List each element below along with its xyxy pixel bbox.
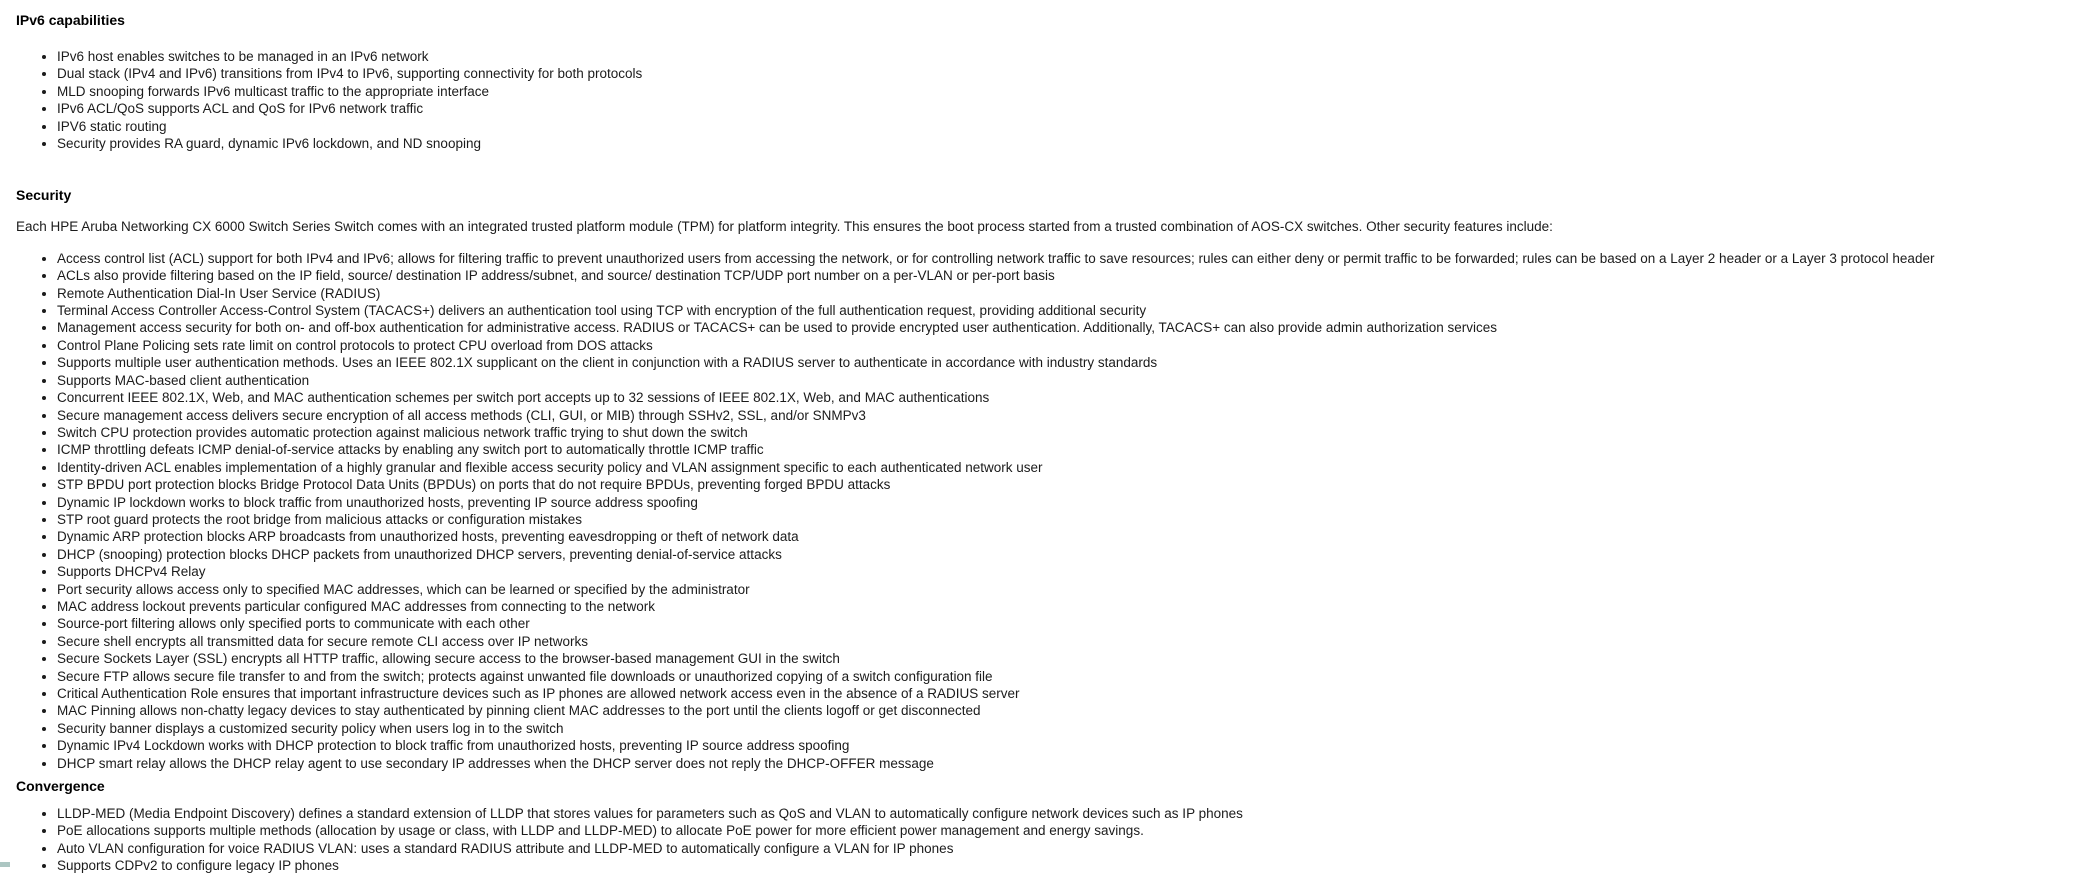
list-item: • STP root guard protects the root bridge from malicious attacks or configuration mistakes xyxy=(57,511,2076,528)
list-item: • Secure management access delivers secure encryption of all access methods (CLI, GUI, or MIB) through SSHv2, SSL, and/or SNMPv3 xyxy=(57,407,2076,424)
list-item: • MAC Pinning allows non-chatty legacy devices to stay authenticated by pinning client MAC addresses to the port until the clients logoff or get disconnected xyxy=(57,702,2076,719)
list-item: • Dual stack (IPv4 and IPv6) transitions from IPv4 to IPv6, supporting connectivity for both protocols xyxy=(57,65,2076,82)
list-item: • Supports DHCPv4 Relay xyxy=(57,563,2076,580)
corner-artifact xyxy=(0,862,10,867)
list-item: • Terminal Access Controller Access-Control System (TACACS+) delivers an authentication tool using TCP with encryption of the full authentication request, providing additional security xyxy=(57,302,2076,319)
list-item: • Security provides RA guard, dynamic IPv6 lockdown, and ND snooping xyxy=(57,135,2076,152)
section-heading: Security xyxy=(16,187,72,204)
list-item: • Control Plane Policing sets rate limit on control protocols to protect CPU overload from DOS attacks xyxy=(57,337,2076,354)
list-item: • Switch CPU protection provides automatic protection against malicious network traffic trying to shut down the switch xyxy=(57,424,2076,441)
list-item: • Critical Authentication Role ensures that important infrastructure devices such as IP phones are allowed network access even in the absence of a RADIUS server xyxy=(57,685,2076,702)
section-convergence xyxy=(16,778,2076,875)
list-item: • Concurrent IEEE 802.1X, Web, and MAC authentication schemes per switch port accepts up to 32 sessions of IEEE 802.1X, Web, and MAC authentications xyxy=(57,389,2076,406)
list-item: • Supports CDPv2 to configure legacy IP phones xyxy=(57,857,2076,874)
list-item: • Secure Sockets Layer (SSL) encrypts all HTTP traffic, allowing secure access to the browser-based management GUI in the switch xyxy=(57,650,2076,667)
list-item: • DHCP (snooping) protection blocks DHCP packets from unauthorized DHCP servers, preventing denial-of-service attacks xyxy=(57,546,2076,563)
security-intro-paragraph: Each HPE Aruba Networking CX 6000 Switch Series Switch comes with an integrated trusted platform module (TPM) for platform integrity. This ensures the boot process started from a trusted combination of AOS-CX switches. Other security features include: xyxy=(16,219,1553,235)
list-item: • STP BPDU port protection blocks Bridge Protocol Data Units (BPDUs) on ports that do not require BPDUs, preventing forged BPDU attacks xyxy=(57,476,2076,493)
list-item: • Identity-driven ACL enables implementation of a highly granular and flexible access security policy and VLAN assignment specific to each authenticated network user xyxy=(57,459,2076,476)
list-item: • ICMP throttling defeats ICMP denial-of-service attacks by enabling any switch port to automatically throttle ICMP traffic xyxy=(57,441,2076,458)
list-item: • LLDP-MED (Media Endpoint Discovery) defines a standard extension of LLDP that stores values for parameters such as QoS and VLAN to automatically configure network devices such as IP phones xyxy=(57,805,2076,822)
section-heading: IPv6 capabilities xyxy=(16,12,125,28)
list-item: • Management access security for both on- and off-box authentication for administrative access. RADIUS or TACACS+ can be used to provide encrypted user authentication. Additionally, TACACS+ can also provide admin authorization services xyxy=(57,319,2076,336)
list-item: • Dynamic IPv4 Lockdown works with DHCP protection to block traffic from unauthorized hosts, preventing IP source address spoofing xyxy=(57,737,2076,754)
list-item: • Secure shell encrypts all transmitted data for secure remote CLI access over IP networks xyxy=(57,633,2076,650)
list-item: • PoE allocations supports multiple methods (allocation by usage or class, with LLDP and LLDP-MED) to allocate PoE power for more efficient power management and energy savings. xyxy=(57,822,2076,839)
list-item: • MAC address lockout prevents particular configured MAC addresses from connecting to the network xyxy=(57,598,2076,615)
list-item: • Access control list (ACL) support for both IPv4 and IPv6; allows for filtering traffic to prevent unauthorized users from accessing the network, or for controlling network traffic to save resources; rules can either deny or permit traffic to be forwarded; rules can be based on a Layer 2 header or a Layer 3 protocol header xyxy=(57,250,2076,267)
bullet-list xyxy=(16,48,2076,152)
list-item: • Supports multiple user authentication methods. Uses an IEEE 802.1X supplicant on the client in conjunction with a RADIUS server to authenticate in accordance with industry standards xyxy=(57,354,2076,371)
list-item: • IPv6 host enables switches to be managed in an IPv6 network xyxy=(57,48,2076,65)
list-item: • IPV6 static routing xyxy=(57,118,2076,135)
list-item: • IPv6 ACL/QoS supports ACL and QoS for IPv6 network traffic xyxy=(57,100,2076,117)
section-security xyxy=(16,187,2076,772)
list-item: • Remote Authentication Dial-In User Service (RADIUS) xyxy=(57,285,2076,302)
list-item: • DHCP smart relay allows the DHCP relay agent to use secondary IP addresses when the DHCP server does not reply the DHCP-OFFER message xyxy=(57,755,2076,772)
list-item: • Security banner displays a customized security policy when users log in to the switch xyxy=(57,720,2076,737)
list-item: • Port security allows access only to specified MAC addresses, which can be learned or specified by the administrator xyxy=(57,581,2076,598)
list-item: • Dynamic ARP protection blocks ARP broadcasts from unauthorized hosts, preventing eavesdropping or theft of network data xyxy=(57,528,2076,545)
section-ipv6-capabilities xyxy=(16,12,2076,152)
bullet-list xyxy=(16,250,2076,772)
list-item: • ACLs also provide filtering based on the IP field, source/ destination IP address/subnet, and source/ destination TCP/UDP port number on a per-VLAN or per-port basis xyxy=(57,267,2076,284)
list-item: • Dynamic IP lockdown works to block traffic from unauthorized hosts, preventing IP source address spoofing xyxy=(57,494,2076,511)
list-item: • Auto VLAN configuration for voice RADIUS VLAN: uses a standard RADIUS attribute and LLDP-MED to automatically configure a VLAN for IP phones xyxy=(57,840,2076,857)
list-item: • Secure FTP allows secure file transfer to and from the switch; protects against unwanted file downloads or unauthorized copying of a switch configuration file xyxy=(57,668,2076,685)
list-item: • Source-port filtering allows only specified ports to communicate with each other xyxy=(57,615,2076,632)
section-heading: Convergence xyxy=(16,778,105,795)
list-item: • MLD snooping forwards IPv6 multicast traffic to the appropriate interface xyxy=(57,83,2076,100)
list-item: • Supports MAC-based client authentication xyxy=(57,372,2076,389)
bullet-list xyxy=(16,805,2076,875)
